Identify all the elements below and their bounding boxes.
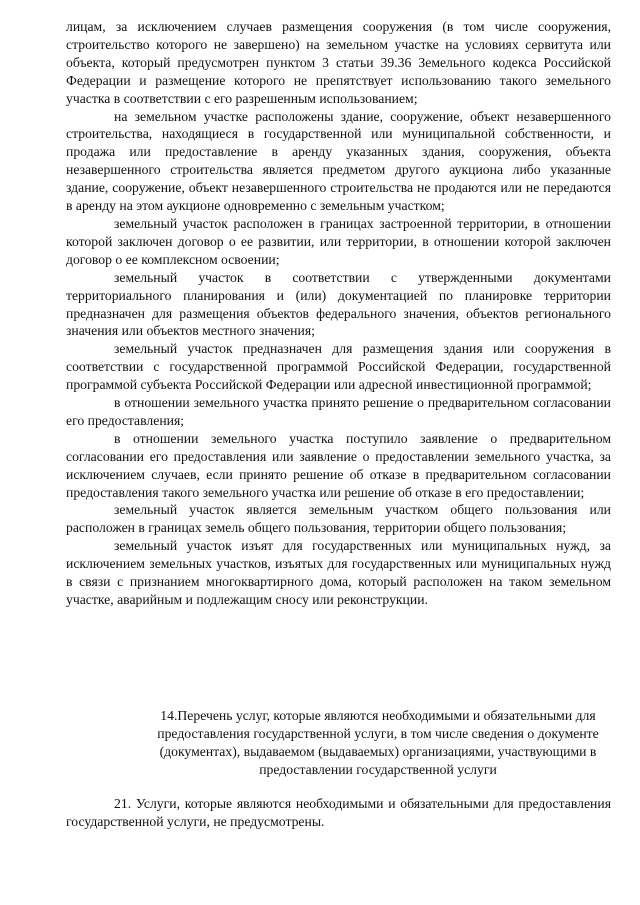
paragraph-public-use: земельный участок является земельным участком общего пользования или расположен в границах земель общего пользования, территории общего пользования; [66, 502, 611, 536]
section-text [66, 18, 611, 609]
paragraph-territorial-planning: земельный участок в соответствии с утвержденными документами территориального планирования и (или) документацией по планировке территории предназначен для размещения объектов федерального значения, объектов регионального значения или объектов местного значения; [66, 269, 611, 339]
paragraph-building-on-plot: на земельном участке расположены здание, сооружение, объект незавершенного строительства, находящиеся в государственной или муниципальной собственности, и продажа или предоставление в аренду указанных здания, сооружения, объекта незавершенного строительства является предметом другого аукциона либо указанные здание, сооружение, объект незавершенного строительства не продаются или не передаются в аренду на этом аукционе одновременно с земельным участком; [66, 108, 611, 214]
section-heading-text: Перечень услуг, которые являются необходимыми и обязательными для предоставления государственной услуги, в том числе сведения о документе (документах), выдаваемом (выдаваемых) организациями, участвующими в предоставлении государственной услуги [157, 708, 599, 777]
section-heading [145, 707, 611, 779]
paragraph-preliminary-approval: в отношении земельного участка принято решение о предварительном согласовании его предоставления; [66, 395, 611, 428]
section-21 [66, 795, 611, 831]
section-heading-number: 14. [160, 708, 178, 723]
paragraph-21: 21. Услуги, которые являются необходимыми и обязательными для предоставления государственной услуги, не предусмотрены. [66, 796, 611, 829]
paragraph-seized-plot: земельный участок изъят для государственных или муниципальных нужд, за исключением земельных участков, изъятых для государственных или муниципальных нужд в связи с признанием многоквартирного дома, который расположен на таком земельном участке, аварийным и подлежащим сносу или реконструкции. [66, 538, 611, 607]
paragraph-built-up-territory: земельный участок расположен в границах застроенной территории, в отношении которой заключен договор о ее развитии, или территории, в отношении которой заключен договор о ее комплексном освоении; [66, 215, 611, 267]
paragraph-continuation: лицам, за исключением случаев размещения сооружения (в том числе сооружения, строительство которого не завершено) на земельном участке на условиях сервитута или объекта, который предусмотрен пунктом 3 статьи 39.36 Земельного кодекса Российской Федерации и размещение которого не препятствует использованию такого земельного участка в соответствии с его разрешенным использованием; [66, 19, 611, 106]
paragraph-application-received: в отношении земельного участка поступило заявление о предварительном согласовании его предоставления или заявление о предоставлении земельного участка, за исключением случаев, если принято решение об отказе в предварительном согласовании предоставления такого земельного участка или решение об отказе в его предоставлении; [66, 430, 611, 500]
paragraph-state-program: земельный участок предназначен для размещения здания или сооружения в соответствии с государственной программой Российской Федерации, государственной программой субъекта Российской Федерации или адресной инвестиционной программой; [66, 341, 611, 393]
